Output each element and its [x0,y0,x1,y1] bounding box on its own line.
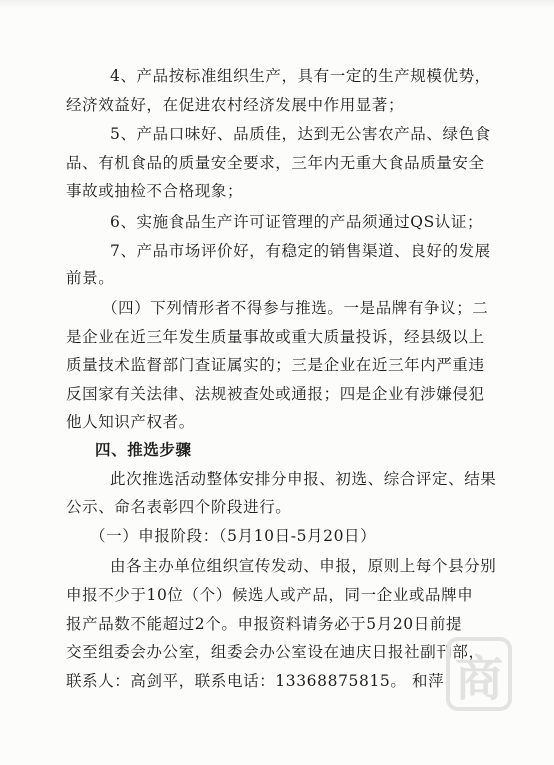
text-line-16: 公示、命名表彰四个阶段进行。 [66,498,292,516]
text-line-19: 申报不少于10位（个）候选人或产品，同一企业或品牌申 [66,586,474,604]
text-line-12: 反国家有关法律、法规被查处或通报；四是企业有涉嫌侵犯 [66,385,485,403]
text-line-21: 交至组委会办公室，组委会办公室设在迪庆日报社副刊部， [66,643,485,661]
text-line-5: 事故或抽检不合格现象； [66,182,244,200]
text-line-9: （四）下列情形者不得参与推选。一是品牌有争议；二 [102,299,489,317]
text-line-8: 前景。 [66,269,115,287]
text-line-11: 质量技术监督部门查证属实的；三是企业在近三年内严重违 [66,356,485,374]
text-line-3: 5、产品口味好、品质佳，达到无公害农产品、绿色食 [110,125,491,143]
text-line-18: 由各主办单位组织宣传发动、申报，原则上每个县分别 [110,557,497,575]
text-line-17: （一）申报阶段：（5月10日-5月20日） [90,527,377,545]
text-line-7: 7、产品市场评价好，有稳定的销售渠道、良好的发展 [110,242,491,260]
text-line-10: 是企业在近三年发生质量事故或重大质量投诉，经县级以上 [66,328,485,346]
text-line-20: 报产品数不能超过2个。申报资料请务必于5月20日前提 [66,615,463,633]
scan-edge-shadow [0,0,554,8]
text-line-1: 4、产品按标准组织生产，具有一定的生产规模优势， [110,67,491,85]
text-line-13: 他人知识产权者。 [66,413,195,431]
text-line-22: 联系人：高剑平，联系电话：13368875815。 和萍： [66,672,461,690]
text-line-15: 此次推选活动整体安排分申报、初选、综合评定、结果 [110,470,497,488]
text-line-6: 6、实施食品生产许可证管理的产品须通过QS认证； [110,213,484,231]
watermark-logo: 商 [446,637,512,711]
text-line-4: 品、有机食品的质量安全要求，三年内无重大食品质量安全 [66,154,485,172]
text-line-2: 经济效益好，在促进农村经济发展中作用显著； [66,96,405,114]
section-heading: 四、推选步骤 [95,440,192,459]
